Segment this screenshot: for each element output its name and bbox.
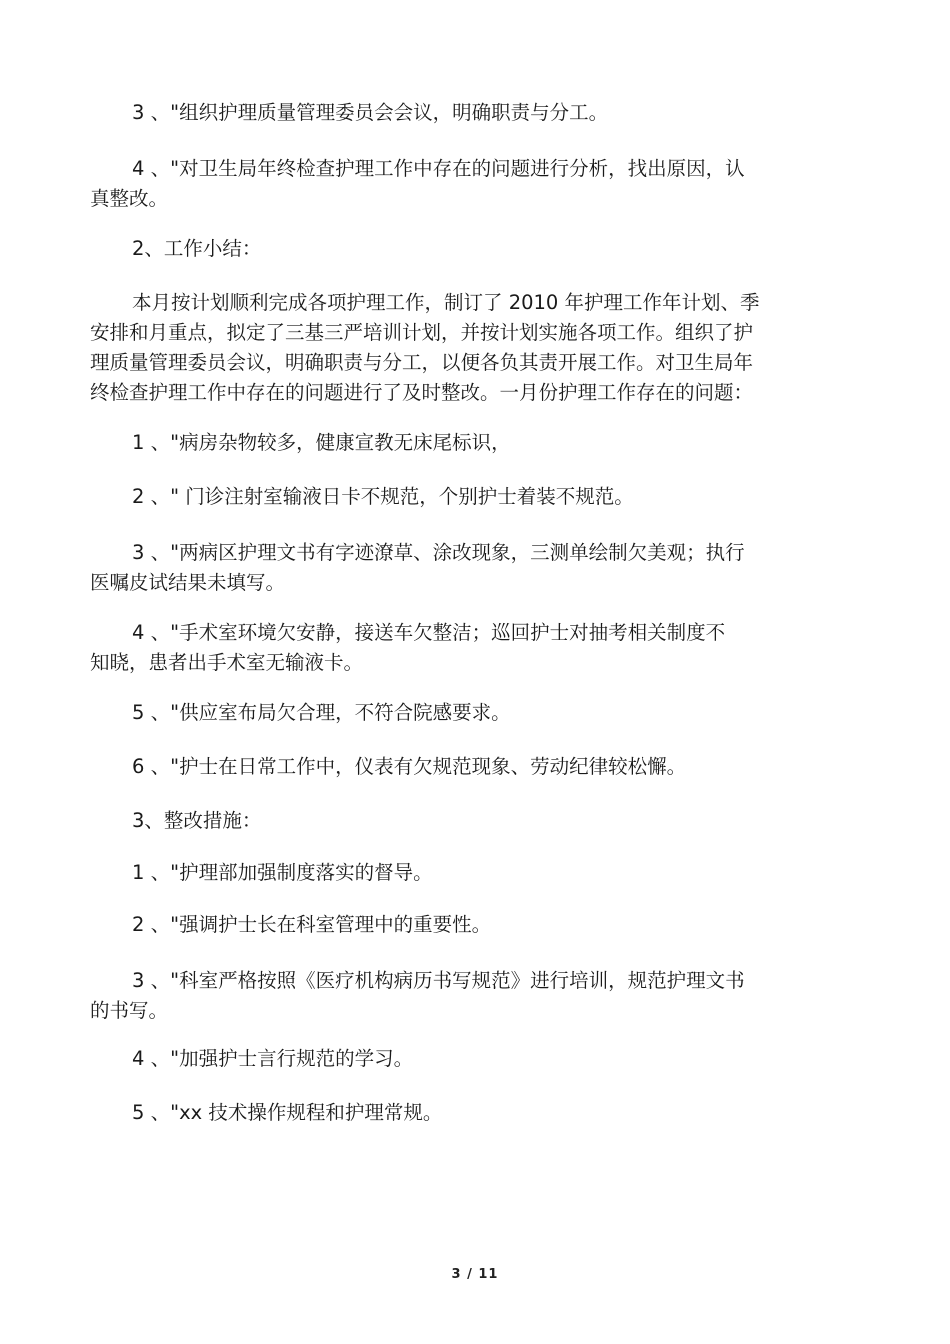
text-line: 5 、"xx 技术操作规程和护理常规。 [132,1101,443,1124]
paragraph [90,966,870,1026]
text-line: 医嘱皮试结果未填写。 [90,571,286,594]
text-line: 4 、"加强护士言行规范的学习。 [132,1047,414,1070]
text-line: 2 、" 门诊注射室输液日卡不规范，个别护士着装不规范。 [132,485,634,508]
section-heading [90,234,870,264]
text-line: 3 、"组织护理质量管理委员会会议，明确职责与分工。 [132,101,609,124]
paragraph [90,1098,870,1128]
text-line: 4 、"手术室环境欠安静，接送车欠整洁；巡回护士对抽考相关制度不 [132,621,726,644]
text-line: 5 、"供应室布局欠合理，不符合院感要求。 [132,701,511,724]
text-line: 终检查护理工作中存在的问题进行了及时整改。一月份护理工作存在的问题： [90,381,754,404]
text-line: 3 、"两病区护理文书有字迹潦草、涂改现象，三测单绘制欠美观；执行 [132,541,745,564]
paragraph [90,538,870,598]
page-number: 3 / 11 [451,1267,499,1282]
paragraph [90,752,870,782]
text-line: 2、工作小结： [132,237,262,260]
text-line: 理质量管理委员会议，明确职责与分工，以便各负其责开展工作。对卫生局年 [90,351,754,374]
paragraph [90,288,870,408]
text-line: 真整改。 [90,187,169,210]
paragraph [90,910,870,940]
paragraph [90,428,870,458]
text-line: 1 、"护理部加强制度落实的督导。 [132,861,433,884]
text-line: 知晓，患者出手术室无输液卡。 [90,651,364,674]
paragraph [90,154,870,214]
text-line: 3、整改措施： [132,809,262,832]
text-line: 4 、"对卫生局年终检查护理工作中存在的问题进行分析，找出原因，认 [132,157,745,180]
paragraph [90,618,870,678]
paragraph [90,482,870,512]
section-heading [90,806,870,836]
paragraph [90,98,870,128]
text-line: 的书写。 [90,999,169,1022]
text-line: 安排和月重点，拟定了三基三严培训计划，并按计划实施各项工作。组织了护 [90,321,754,344]
text-line: 3 、"科室严格按照《医疗机构病历书写规范》进行培训，规范护理文书 [132,969,745,992]
text-line: 本月按计划顺利完成各项护理工作，制订了 2010 年护理工作年计划、季 [132,291,760,314]
paragraph [90,1044,870,1074]
paragraph [90,858,870,888]
text-line: 1 、"病房杂物较多，健康宣教无床尾标识， [132,431,511,454]
paragraph [90,698,870,728]
text-line: 6 、"护士在日常工作中，仪表有欠规范现象、劳动纪律较松懈。 [132,755,687,778]
text-line: 2 、"强调护士长在科室管理中的重要性。 [132,913,492,936]
